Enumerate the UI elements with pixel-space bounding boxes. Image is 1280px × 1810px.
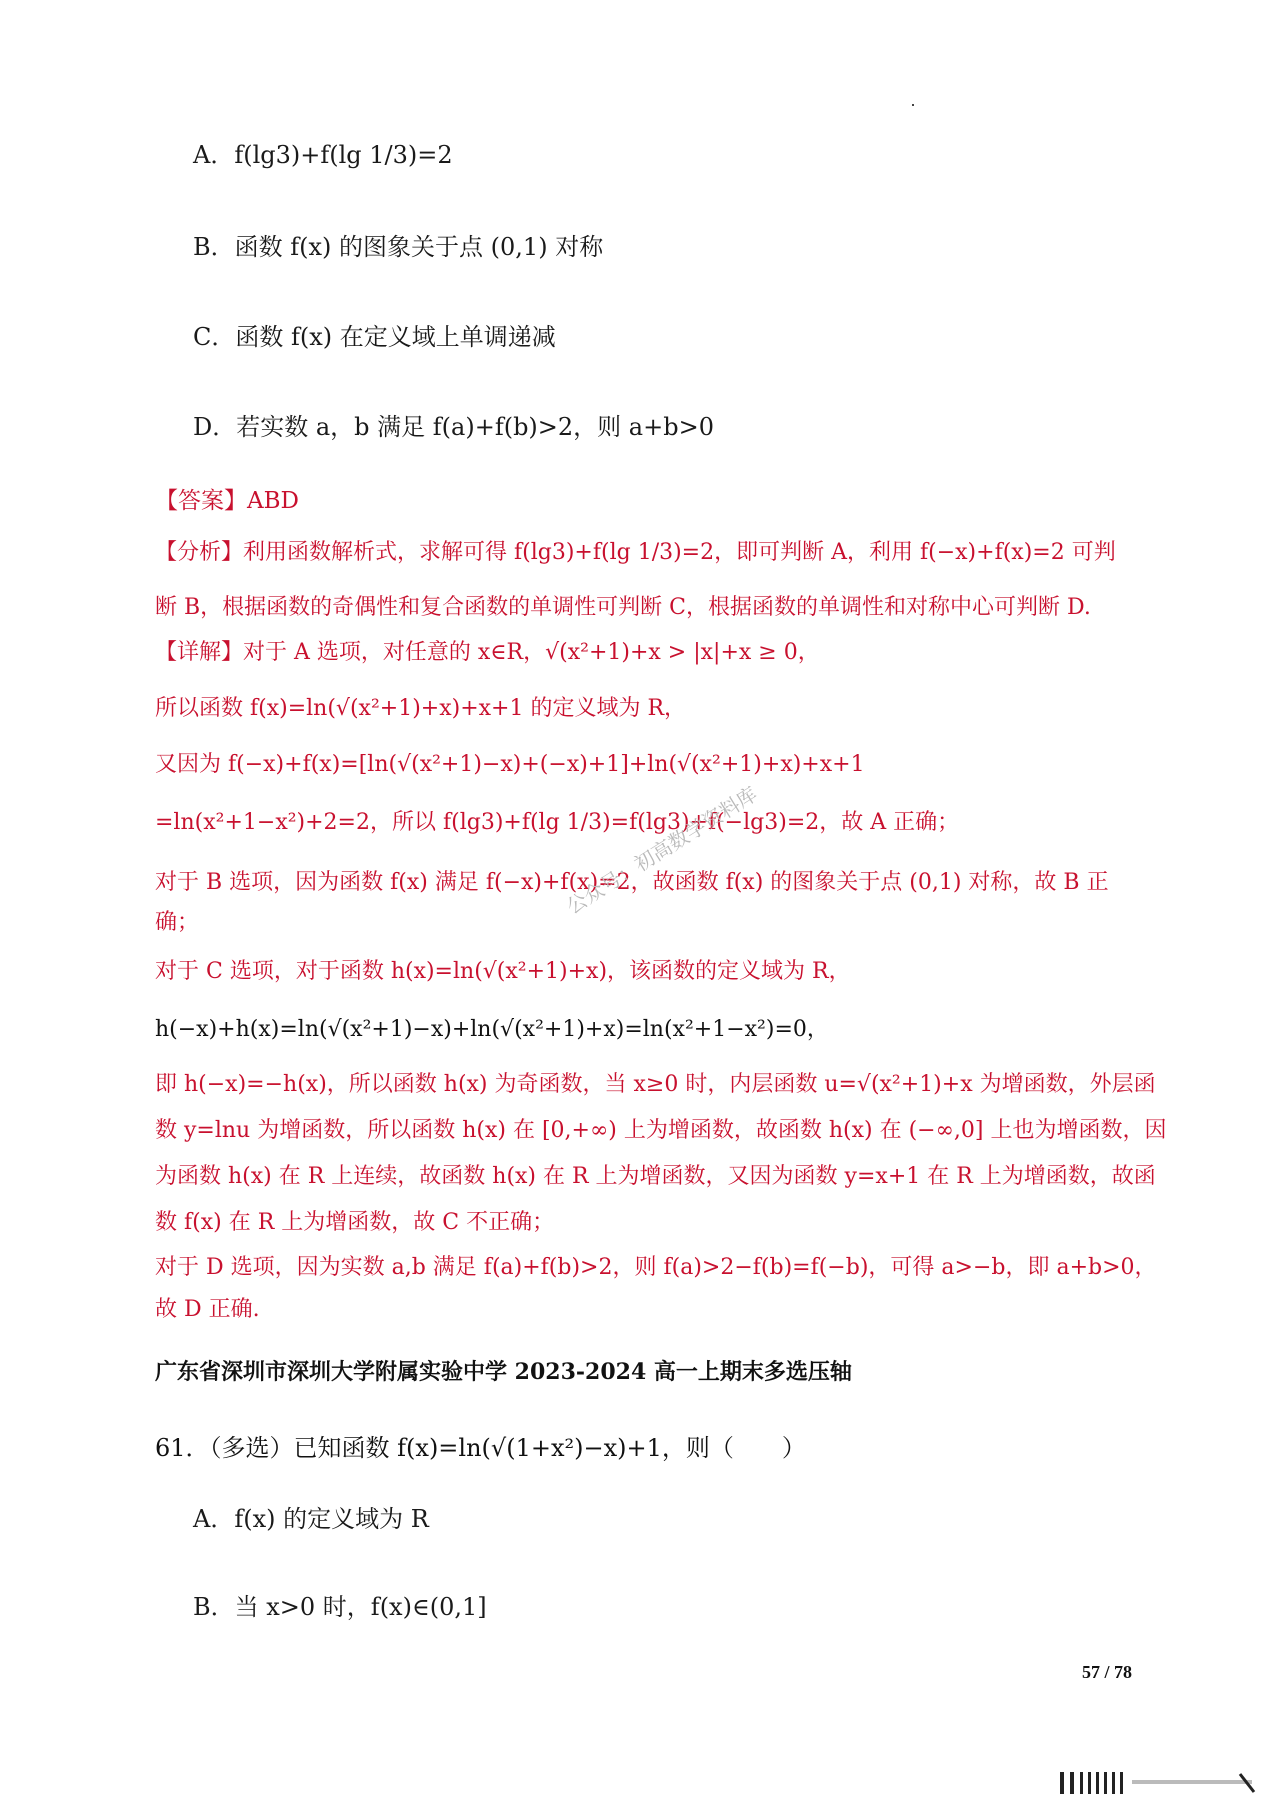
detail-line-7: 对于 C 选项，对于函数 h(x)=ln(√(x²+1)+x)，该函数的定义域为 R， bbox=[155, 959, 851, 984]
detail-line-8: h(−x)+h(x)=ln(√(x²+1)−x)+ln(√(x²+1)+x)=ln(x²+1−x²)=0， bbox=[155, 1017, 829, 1042]
watermark-logo bbox=[1040, 1768, 1270, 1798]
option-a-top: A．f(lg3)+f(lg 1/3)=2 bbox=[193, 141, 453, 169]
detail-line-6: 确； bbox=[155, 910, 200, 935]
analysis-line-1: 【分析】利用函数解析式，求解可得 f(lg3)+f(lg 1/3)=2，即可判断 A，利用 f(−x)+f(x)=2 可判 bbox=[155, 540, 1116, 565]
page-number: 57 / 78 bbox=[1082, 1662, 1133, 1682]
watermark-text: 公众号：初高数学资料库 bbox=[562, 781, 762, 919]
option-b-bottom: B．当 x>0 时，f(x)∈(0,1] bbox=[193, 1593, 487, 1621]
answer-line: 【答案】ABD bbox=[155, 488, 299, 514]
detail-line-11: 为函数 h(x) 在 R 上连续，故函数 h(x) 在 R 上为增函数，又因为函数 y=x+1 在 R 上为增函数，故函 bbox=[155, 1164, 1156, 1189]
detail-line-12: 数 f(x) 在 R 上为增函数，故 C 不正确； bbox=[155, 1210, 555, 1235]
detail-line-10: 数 y=lnu 为增函数，所以函数 h(x) 在 [0,+∞) 上为增函数，故函数 h(x) 在 (−∞,0] 上也为增函数，因 bbox=[155, 1118, 1167, 1143]
detail-line-3: 又因为 f(−x)+f(x)=[ln(√(x²+1)−x)+(−x)+1]+ln(√(x²+1)+x)+x+1 bbox=[155, 752, 865, 777]
section-heading: 广东省深圳市深圳大学附属实验中学 2023-2024 高一上期末多选压轴 bbox=[155, 1359, 852, 1385]
detail-line-9: 即 h(−x)=−h(x)，所以函数 h(x) 为奇函数，当 x≥0 时，内层函数 u=√(x²+1)+x 为增函数，外层函 bbox=[155, 1072, 1156, 1097]
detail-line-14: 故 D 正确. bbox=[155, 1297, 260, 1322]
analysis-line-2: 断 B，根据函数的奇偶性和复合函数的单调性可判断 C，根据函数的单调性和对称中心可判断 D. bbox=[155, 595, 1091, 620]
speck bbox=[912, 104, 914, 106]
detail-line-1: 【详解】对于 A 选项，对任意的 x∈R，√(x²+1)+x > |x|+x ≥ 0， bbox=[155, 640, 820, 665]
detail-line-13: 对于 D 选项，因为实数 a,b 满足 f(a)+f(b)>2，则 f(a)>2−f(b)=f(−b)，可得 a>−b，即 a+b>0， bbox=[155, 1255, 1157, 1280]
option-c-top: C．函数 f(x) 在定义域上单调递减 bbox=[193, 323, 556, 351]
option-a-bottom: A．f(x) 的定义域为 R bbox=[193, 1505, 429, 1533]
detail-line-5: 对于 B 选项，因为函数 f(x) 满足 f(−x)+f(x)=2，故函数 f(x) 的图象关于点 (0,1) 对称，故 B 正 bbox=[155, 870, 1109, 895]
detail-line-2: 所以函数 f(x)=ln(√(x²+1)+x)+x+1 的定义域为 R， bbox=[155, 696, 687, 721]
question-61: 61．（多选）已知函数 f(x)=ln(√(1+x²)−x)+1，则（ ） bbox=[155, 1434, 806, 1462]
option-d-top: D．若实数 a，b 满足 f(a)+f(b)>2，则 a+b>0 bbox=[193, 413, 714, 441]
detail-line-4: =ln(x²+1−x²)+2=2，所以 f(lg3)+f(lg 1/3)=f(lg3)+f(−lg3)=2，故 A 正确； bbox=[155, 810, 960, 835]
option-b-top: B．函数 f(x) 的图象关于点 (0,1) 对称 bbox=[193, 233, 604, 261]
